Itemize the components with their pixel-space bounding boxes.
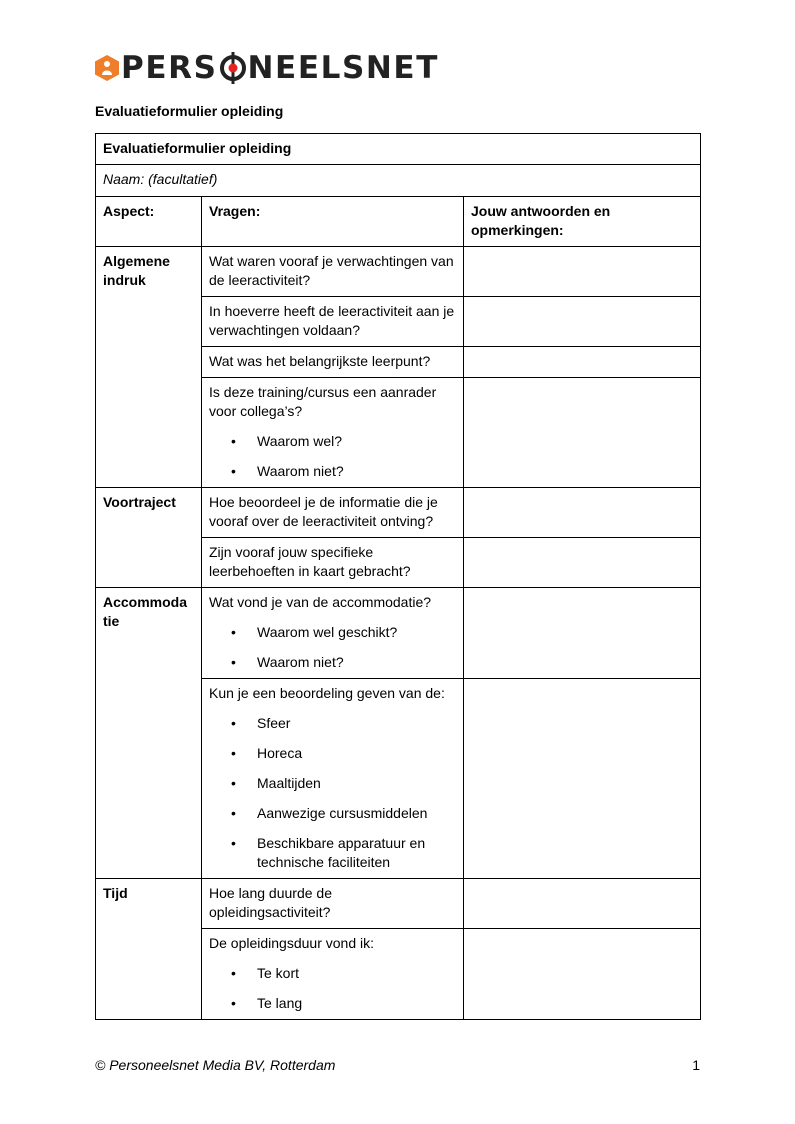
- company-logo: [95, 50, 439, 86]
- header-row: [96, 197, 701, 247]
- aspect-cell: Voortraject: [96, 488, 202, 588]
- logo-text-right: NEELSNET: [247, 50, 439, 86]
- question-text: Wat was het belangrijkste leerpunt?: [209, 353, 431, 369]
- logo-wordmark: [121, 50, 439, 86]
- bullet-item: • Waarom niet?: [209, 462, 456, 481]
- bullet-item: • Waarom wel?: [209, 432, 456, 451]
- bullet-item: • Waarom wel geschikt?: [209, 623, 456, 642]
- bullet-list: [209, 623, 456, 672]
- aspect-cell: Algemene indruk: [96, 247, 202, 488]
- answer-cell[interactable]: [464, 347, 701, 378]
- answer-cell[interactable]: [464, 297, 701, 347]
- question-text: Kun je een beoordeling geven van de:: [209, 685, 445, 701]
- bullet-item: • Te lang: [209, 994, 456, 1013]
- question-text: Is deze training/cursus een aanrader voor collega’s?: [209, 384, 437, 419]
- bullet-list: [209, 964, 456, 1013]
- bullet-item: • Aanwezige cursusmiddelen: [209, 804, 456, 823]
- answer-cell[interactable]: [464, 378, 701, 488]
- bullet-list: [209, 714, 456, 872]
- page-number: 1: [692, 1057, 700, 1073]
- bullet-item: • Horeca: [209, 744, 456, 763]
- form-title-row: [96, 134, 701, 165]
- answer-cell[interactable]: [464, 588, 701, 679]
- question-cell: [202, 378, 464, 488]
- question-text: Wat waren vooraf je verwachtingen van de leeractiviteit?: [209, 253, 454, 288]
- bullet-item: • Waarom niet?: [209, 653, 456, 672]
- bullet-item: • Maaltijden: [209, 774, 456, 793]
- question-row: [96, 588, 701, 679]
- bullet-item: • Sfeer: [209, 714, 456, 733]
- question-cell: [202, 247, 464, 297]
- answer-cell[interactable]: [464, 247, 701, 297]
- question-cell: [202, 679, 464, 879]
- document-title: Evaluatieformulier opleiding: [95, 103, 284, 119]
- aspect-cell: Tijd: [96, 879, 202, 1020]
- answer-cell[interactable]: [464, 879, 701, 929]
- answer-cell[interactable]: [464, 488, 701, 538]
- bullet-list: [209, 432, 456, 481]
- question-cell: [202, 929, 464, 1020]
- question-text: Hoe beoordeel je de informatie die je vooraf over de leeractiviteit ontving?: [209, 494, 438, 529]
- question-text: Hoe lang duurde de opleidingsactiviteit?: [209, 885, 332, 920]
- logo-o-mark: [220, 55, 246, 81]
- answer-cell[interactable]: [464, 538, 701, 588]
- question-text: Zijn vooraf jouw specifieke leerbehoeften in kaart gebracht?: [209, 544, 411, 579]
- question-row: [96, 247, 701, 297]
- footer-copyright: © Personeelsnet Media BV, Rotterdam: [95, 1057, 336, 1073]
- answer-cell[interactable]: [464, 929, 701, 1020]
- answer-cell[interactable]: [464, 679, 701, 879]
- header-questions: Vragen:: [202, 197, 464, 247]
- logo-text-left: PERS: [121, 50, 218, 86]
- name-field[interactable]: Naam: (facultatief): [96, 165, 701, 197]
- question-cell: [202, 297, 464, 347]
- form-body: [96, 134, 701, 1020]
- question-cell: [202, 488, 464, 538]
- name-row: [96, 165, 701, 197]
- question-cell: [202, 879, 464, 929]
- header-aspect: Aspect:: [96, 197, 202, 247]
- bullet-item: • Beschikbare apparatuur en technische faciliteiten: [209, 834, 456, 872]
- person-hexagon-icon: [95, 55, 119, 81]
- question-row: [96, 879, 701, 929]
- question-cell: [202, 538, 464, 588]
- question-text: Wat vond je van de accommodatie?: [209, 594, 432, 610]
- question-row: [96, 488, 701, 538]
- evaluation-form-table: [95, 133, 701, 1020]
- header-answers: Jouw antwoorden en opmerkingen:: [464, 197, 701, 247]
- form-title: Evaluatieformulier opleiding: [96, 134, 701, 165]
- question-cell: [202, 347, 464, 378]
- bullet-item: • Te kort: [209, 964, 456, 983]
- question-text: De opleidingsduur vond ik:: [209, 935, 374, 951]
- question-cell: [202, 588, 464, 679]
- aspect-cell: Accommoda tie: [96, 588, 202, 879]
- question-text: In hoeverre heeft de leeractiviteit aan je verwachtingen voldaan?: [209, 303, 455, 338]
